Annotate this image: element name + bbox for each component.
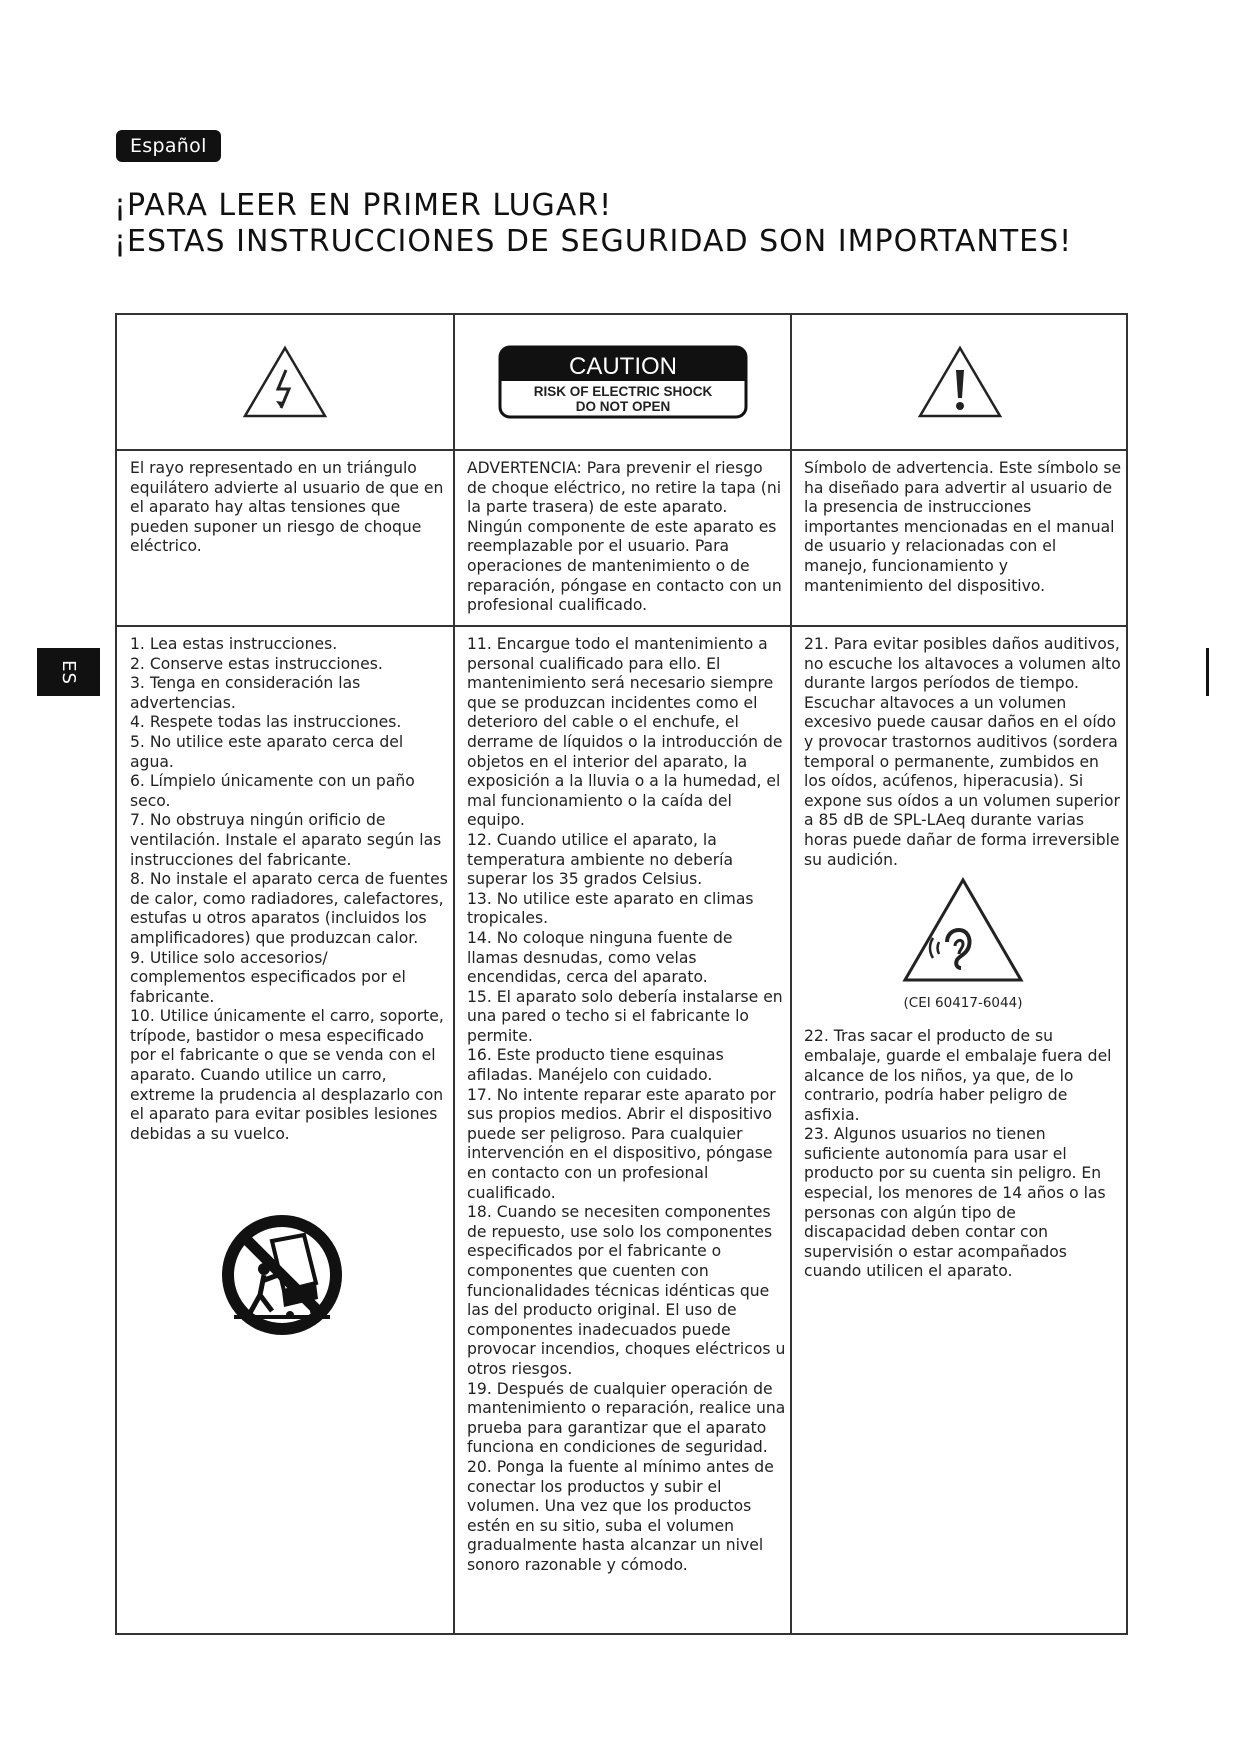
list-item: 6. Límpielo únicamente con un paño seco. — [130, 772, 415, 810]
list-item: 9. Utilice solo accesorios/ complementos especificados por el fabricante. — [130, 948, 406, 1006]
caution-line-2: DO NOT OPEN — [575, 399, 670, 414]
list-item: 22. Tras sacar el producto de su embalaje, guarde el embalaje fuera del alcance de los niños, ya que, de lo contrario, podría haber peligro de asfixia. — [804, 1027, 1112, 1124]
exclamation-icon-cell — [792, 315, 1128, 449]
list-item: 4. Respete todas las instrucciones. — [130, 713, 402, 732]
safety-table — [115, 313, 1128, 1635]
electric-shock-warning-icon — [242, 345, 328, 419]
list-item: 18. Cuando se necesiten componentes de repuesto, use solo los componentes especificados por el fabricante o componentes que cuenten con funcionalidades técnicas idénticas que las del producto original. El uso de componentes inadecuados puede provocar incendios, choques eléctricos u otros riesgos. — [467, 1203, 786, 1378]
caution-title: CAUTION — [568, 353, 677, 380]
list-item: 1. Lea estas instrucciones. — [130, 635, 338, 653]
list-item: 16. Este producto tiene esquinas afiladas. Manéjelo con cuidado. — [467, 1046, 724, 1085]
instructions-column-1 — [130, 635, 448, 1144]
table-divider — [790, 315, 792, 1633]
language-side-tab-label: ES — [58, 659, 79, 685]
list-item: 23. Algunos usuarios no tienen suficiente autonomía para usar el producto por su cuenta sin peligro. En especial, los menores de 14 años o las personas con algún tipo de discapacidad deben contar con supervisión o estar acompañados cuando utilicen el aparato. — [804, 1125, 1106, 1281]
list-item: 19. Después de cualquier operación de mantenimiento o reparación, realice una prueba para garantizar que el aparato funciona en condiciones de seguridad. — [467, 1379, 786, 1457]
iec-label: (CEI 60417-6044) — [903, 994, 1023, 1011]
list-item: 12. Cuando utilice el aparato, la temperatura ambiente no debería superar los 35 grados Celsius. — [467, 830, 734, 889]
hearing-icon-wrap — [804, 876, 1122, 990]
list-item: 17. No intente reparar este aparato por sus propios medios. Abrir el dispositivo puede ser peligroso. Para cualquier intervención en el dispositivo, póngase en contacto con un profesional cualificado. — [467, 1085, 776, 1202]
caution-line-1: RISK OF ELECTRIC SHOCK — [533, 384, 712, 399]
exclamation-description: Símbolo de advertencia. Este símbolo se ha diseñado para advertir al usuario de la presencia de instrucciones importantes mencionadas en el manual de usuario y relacionadas con el manejo, funcionamiento y mantenimiento del dispositivo. — [804, 459, 1122, 595]
list-item: 8. No instale el aparato cerca de fuentes de calor, como radiadores, calefactores, estufas u otros aparatos (incluidos los amplificadores) que produzcan calor. — [130, 870, 448, 947]
list-item: 15. El aparato solo debería instalarse en una pared o techo si el fabricante lo permite. — [467, 987, 783, 1045]
caution-label-cell — [455, 315, 790, 449]
table-divider — [117, 449, 1126, 451]
language-badge: Español — [116, 130, 221, 162]
cart-icon-cell — [220, 1213, 350, 1343]
list-item: 2. Conserve estas instrucciones. — [130, 654, 383, 673]
cart-tip-over-warning-icon — [220, 1213, 344, 1337]
list-item: 7. No obstruya ningún orificio de ventilación. Instale el aparato según las instrucciones del fabricante. — [130, 811, 442, 869]
list-item: 21. Para evitar posibles daños auditivos, no escuche los altavoces a volumen alto durante largos períodos de tiempo. Escuchar altavoces a un volumen excesivo puede causar daños en el oído y provocar trastornos auditivos (sordera temporal o permanente, zumbidos en los oídos, acúfenos, hiperacusia). Si expone sus oídos a un volumen superior a 85 dB de SPL-LAeq durante varias horas puede dañar de forma irreversible su audición. — [804, 635, 1121, 869]
title-line-2: ¡ESTAS INSTRUCCIONES DE SEGURIDAD SON IMPORTANTES! — [114, 224, 1073, 259]
list-item: 14. No coloque ninguna fuente de llamas desnudas, como velas encendidas, cerca del aparato. — [467, 928, 733, 987]
instructions-column-3 — [804, 635, 1122, 1282]
lightning-icon-cell — [117, 315, 453, 449]
title-line-1: ¡PARA LEER EN PRIMER LUGAR! — [114, 188, 613, 223]
advertencia-description: ADVERTENCIA: Para prevenir el riesgo de choque eléctrico, no retire la tapa (ni la parte trasera) de este aparato. Ningún componente de este aparato es reemplazable por el usuario. Para operaciones de mantenimiento o de reparación, póngase en contacto con un profesional cualificado. — [467, 459, 782, 615]
list-item: 20. Ponga la fuente al mínimo antes de conectar los productos y subir el volumen. Una vez que los productos estén en su sitio, suba el volumen gradualmente hasta alcanzar un nivel sonoro razonable y cómodo. — [467, 1457, 774, 1574]
list-item: 13. No utilice este aparato en climas tropicales. — [467, 889, 754, 928]
language-side-tab — [37, 648, 100, 696]
hearing-damage-warning-icon — [901, 876, 1025, 984]
list-item: 3. Tenga en consideración las advertencias. — [130, 674, 361, 712]
list-item: 11. Encargue todo el mantenimiento a personal cualificado para ello. El mantenimiento será necesario siempre que se produzcan incidentes como el deterioro del cable o el enchufe, el derrame de líquidos o la introducción de objetos en el interior del aparato, la exposición a la lluvia o a la humedad, el mal funcionamiento o la caída del equipo. — [467, 635, 783, 830]
table-divider — [453, 315, 455, 1633]
list-item: 5. No utilice este aparato cerca del agua. — [130, 732, 404, 771]
lightning-description: El rayo representado en un triángulo equilátero advierte al usuario de que en el aparato hay altas tensiones que pueden suponer un riesgo de choque eléctrico. — [130, 459, 444, 556]
page-title — [114, 188, 1072, 260]
table-divider — [117, 625, 1126, 627]
instructions-column-2 — [467, 635, 787, 1576]
general-warning-icon — [917, 345, 1003, 419]
side-margin-mark — [1206, 648, 1209, 696]
list-item: 10. Utilice únicamente el carro, soporte, trípode, bastidor o mesa especificado por el fabricante o que se venda con el aparato. Cuando utilice un carro, extreme la prudencia al desplazarlo con el aparato para evitar posibles lesiones debidas a su vuelco. — [130, 1007, 444, 1143]
caution-label — [498, 345, 748, 419]
